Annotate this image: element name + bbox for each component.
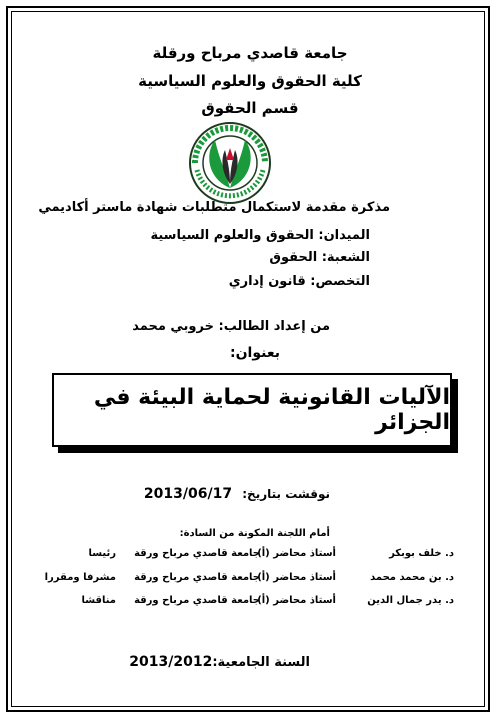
defense-date-value: 2013/06/17 [143, 486, 233, 502]
university-name: جامعة قاصدي مرباح ورقلة [152, 44, 348, 62]
university-logo [185, 118, 275, 208]
branch-line: الشعبة: الحقوق [269, 250, 370, 265]
member-university: جامعة قاصدي مرباح ورقة [134, 572, 260, 583]
defense-date-row [144, 486, 330, 502]
academic-year-row [129, 654, 310, 670]
member-name: د. يدر جمال الدين [367, 595, 454, 606]
university-logo-icon [185, 118, 275, 208]
specialty-line: التخصص: قانون إداري [228, 274, 370, 289]
title-label: بعنوان: [230, 345, 280, 361]
member-university: جامعة قاصدي مرباح ورقة [134, 595, 260, 606]
member-rank: أستاذ محاضر (أ) [257, 595, 336, 606]
faculty-name: كلية الحقوق والعلوم السياسية [138, 72, 362, 90]
member-rank: أستاذ محاضر (أ) [257, 572, 336, 583]
thesis-title: الآليات القانونية لحماية البيئة في الجزائر [93, 385, 450, 435]
student-line: من إعداد الطالب: خروبي محمد [132, 319, 330, 334]
member-name: د. خلف بوبكر [389, 548, 454, 559]
field-line: الميدان: الحقوق والعلوم السياسية [150, 228, 370, 243]
committee-heading: أمام اللجنة المكونة من السادة: [179, 528, 330, 539]
defense-date-label: نوقشت بتاريخ: [242, 487, 330, 501]
member-role: مشرفا ومقررا [44, 572, 116, 583]
thesis-title-box [52, 373, 452, 447]
member-name: د. بن محمد محمد [370, 572, 454, 583]
thesis-statement: مذكرة مقدمة لاستكمال متطلبات شهادة ماستر أكاديمي [38, 200, 390, 215]
academic-year-value: 2013/2012 [129, 654, 213, 670]
member-role: مناقشا [81, 595, 116, 606]
academic-year-label: السنة الجامعية: [212, 655, 310, 670]
member-university: جامعة قاصدي مرباح ورقة [134, 548, 260, 559]
member-role: رئيسا [88, 548, 116, 559]
member-rank: أستاذ محاضر (أ) [257, 548, 336, 559]
department-name: قسم الحقوق [201, 99, 299, 117]
